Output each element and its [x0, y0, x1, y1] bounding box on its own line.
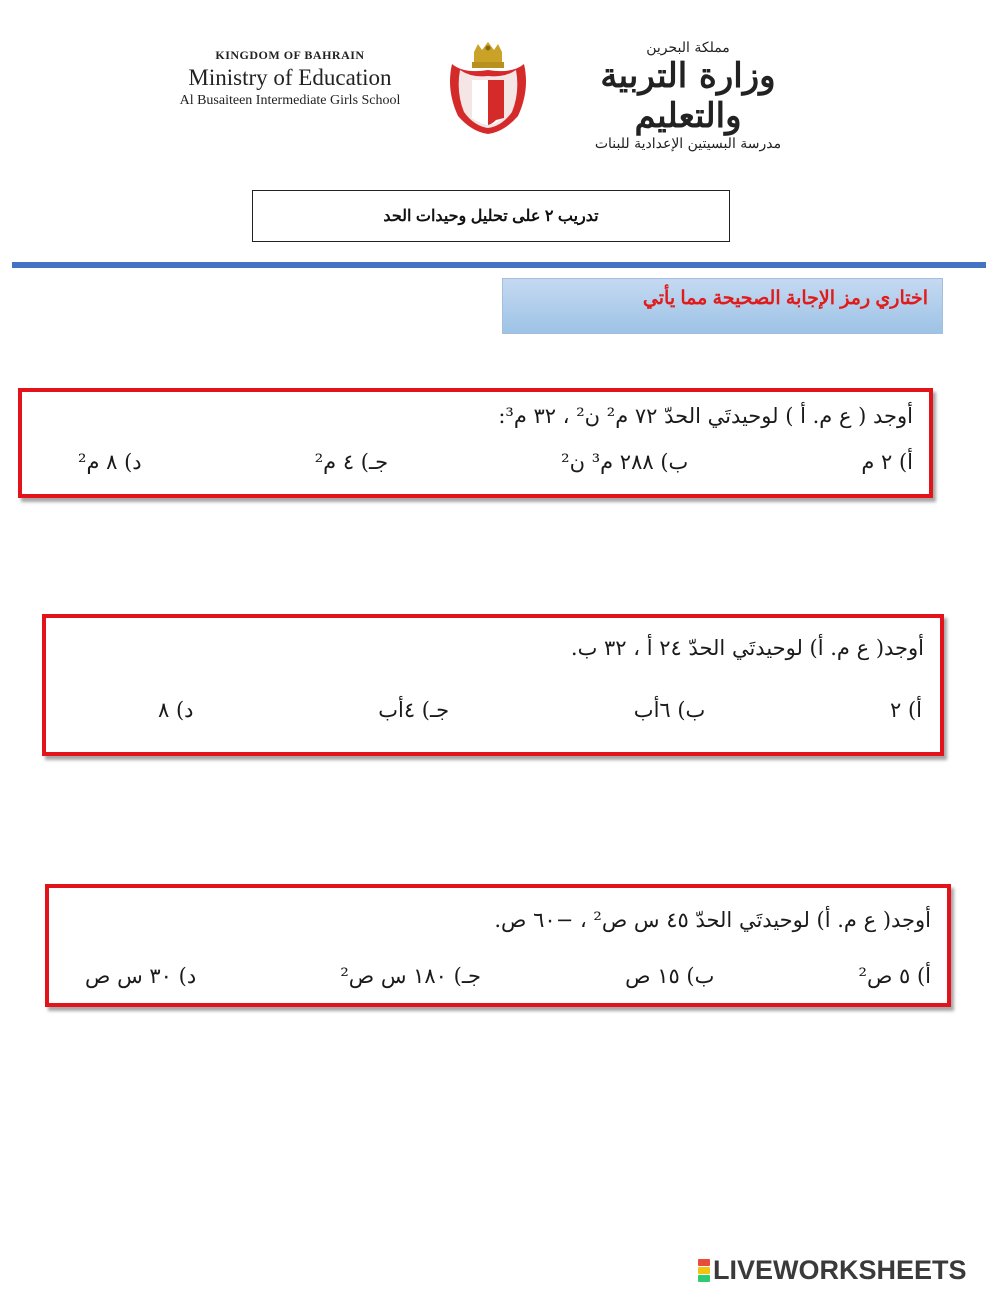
- question-1-options: [78, 450, 913, 474]
- school-en: Al Busaiteen Intermediate Girls School: [179, 93, 401, 108]
- lw-icon-yellow: [698, 1267, 710, 1274]
- q1-option-c[interactable]: جـ) ٤ م²: [314, 450, 389, 474]
- header-english: [150, 48, 430, 109]
- question-2-options: [158, 698, 922, 722]
- question-3: [45, 884, 951, 1007]
- q2-option-c[interactable]: جـ) ٤أب: [378, 698, 450, 722]
- q1-option-b[interactable]: ب) ٢٨٨ م³ ن²: [561, 450, 689, 474]
- question-3-stem: أوجد( ع م. أ) لوحيدتَي الحدّ ٤٥ س ص² ، −٦٠ ص.: [494, 908, 931, 932]
- bahrain-crest-icon: [442, 40, 534, 136]
- liveworksheets-brand-text: LIVEWORKSHEETS: [713, 1254, 967, 1285]
- kingdom-en: KINGDOM OF BAHRAIN: [215, 48, 365, 62]
- instruction-text: اختاري رمز الإجابة الصحيحة مما يأتي: [642, 288, 928, 309]
- question-1-stem: أوجد ( ع م. أ ) لوحيدتَي الحدّ ٧٢ م² ن² ، ٣٢ م³:: [498, 404, 913, 428]
- liveworksheets-icon: [698, 1259, 710, 1282]
- q3-option-a[interactable]: أ) ٥ ص²: [858, 964, 931, 988]
- school-ar: مدرسة البسيتين الإعدادية للبنات: [594, 136, 782, 152]
- q2-option-b[interactable]: ب) ٦أب: [633, 698, 706, 722]
- q2-option-d[interactable]: د) ٨: [158, 698, 194, 722]
- question-3-options: [85, 964, 931, 988]
- worksheet-title-text: تدريب ٢ على تحليل وحيدات الحد: [383, 208, 599, 225]
- question-2-stem: أوجد( ع م. أ) لوحيدتَي الحدّ ٢٤ أ ، ٣٢ ب.: [570, 636, 924, 660]
- ministry-en: Ministry of Education: [188, 65, 392, 90]
- ministry-ar: وزارة التربية والتعليم: [600, 56, 776, 136]
- question-1: [18, 388, 933, 498]
- worksheet-title: [252, 190, 730, 242]
- question-2: [42, 614, 944, 756]
- q3-option-d[interactable]: د) ٣٠ س ص: [85, 964, 197, 988]
- kingdom-ar: مملكة البحرين: [646, 40, 730, 56]
- q1-option-a[interactable]: أ) ٢ م: [861, 450, 913, 474]
- divider: [12, 262, 986, 268]
- header-arabic: [548, 40, 828, 152]
- liveworksheets-logo[interactable]: [698, 1254, 967, 1286]
- lw-icon-green: [698, 1275, 710, 1282]
- lw-icon-red: [698, 1259, 710, 1266]
- instruction-banner: [502, 278, 943, 334]
- q1-option-d[interactable]: د) ٨ م²: [78, 450, 142, 474]
- q3-option-c[interactable]: جـ) ١٨٠ س ص²: [340, 964, 481, 988]
- q2-option-a[interactable]: أ) ٢: [890, 698, 922, 722]
- q3-option-b[interactable]: ب) ١٥ ص: [625, 964, 715, 988]
